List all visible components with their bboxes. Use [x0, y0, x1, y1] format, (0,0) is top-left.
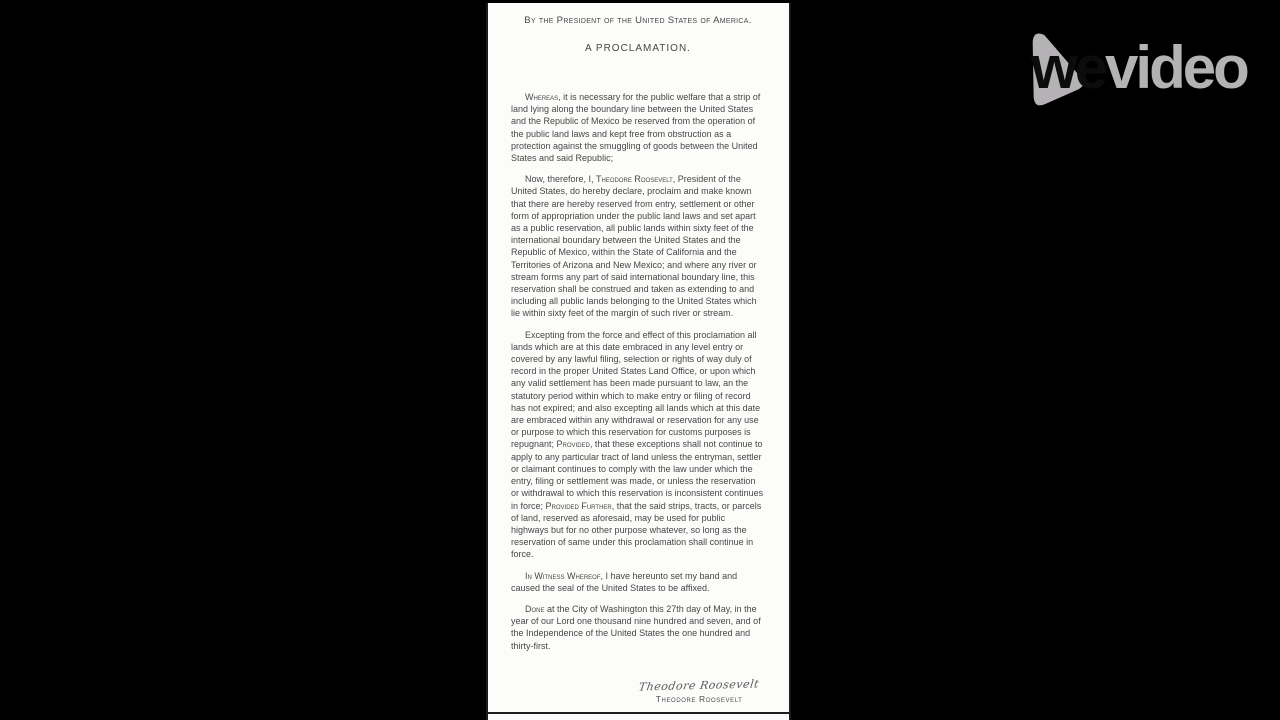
document-header: By the President of the United States of America.: [524, 15, 752, 26]
document-title: A PROCLAMATION.: [585, 43, 691, 54]
document-page: [486, 3, 791, 720]
proclamation-paragraph: Whereas, it is necessary for the public welfare that a strip of land lying along the boundary line between the United States and the Republic of Mexico be reserved from the operation of the public land laws and kept free from obstruction as a protection against the smuggling of goods between the United States and said Republic;: [511, 92, 761, 164]
wevideo-logo-we: we: [1031, 34, 1106, 101]
proclamation-paragraph: In Witness Whereof, I have hereunto set my band and caused the seal of the United States to be affixed.: [511, 570, 738, 593]
signature-block: [639, 679, 759, 704]
proclamation-paragraph: Now, therefore, I, Theodore Roosevelt, President of the United States, do hereby declare, proclaim and make known that there are hereby reserved from entry, settlement or other form of appropriation under the public land laws and set apart as a public reservation, all public lands within sixty feet of the international boundary between the United States and the Republic of Mexico, within the State of California and the Territories of Arizona and New Mexico; and where any river or stream forms any part of said international boundary line, this reservation shall be construed and taken as extending to and including all public lands belonging to the United States which lie within sixty feet of the margin of such river or stream.: [511, 174, 757, 319]
document-content: [488, 3, 789, 652]
wevideo-watermark: [1022, 26, 1260, 110]
wevideo-logo-text: [1031, 26, 1247, 110]
proclamation-body: [511, 91, 765, 652]
page-bottom-edge: [488, 712, 789, 714]
proclamation-paragraph: Excepting from the force and effect of this proclamation all lands which are at this date embraced in any level entry or covered by any lawful filing, selection or rights of way duly of record in the proper United States Land Office, or upon which any valid settlement has been made pursuant to law, an the statutory period within which to make entry or filing of record has not expired; and also excepting all lands which at this date are embraced within any withdrawal or reservation for any use or purpose to which this reservation for customs purposes is repugnant; Provided, that these exceptions shall not continue to apply to any particular tract of land unless the entryman, settler or claimant continues to comply with the law under which the entry, filing or settlement was made, or unless the reservation or withdrawal to which this reservation is inconsistent continues in force; Provided Further, that the said strips, tracts, or parcels of land, reserved as aforesaid, may be used for public highways but for no other purpose whatever, so long as the reservation of same under this proclamation shall continue in force.: [511, 329, 764, 560]
signature-script: Theodore Roosevelt: [637, 677, 761, 694]
wevideo-logo-video: video: [1105, 34, 1247, 101]
proclamation-paragraph: Done at the City of Washington this 27th day of May, in the year of our Lord one thousand nine hundred and seven, and of the Independence of the United States the one hundred and thirty-first.: [511, 603, 761, 651]
signature-printed-name: Theodore Roosevelt: [655, 694, 743, 704]
